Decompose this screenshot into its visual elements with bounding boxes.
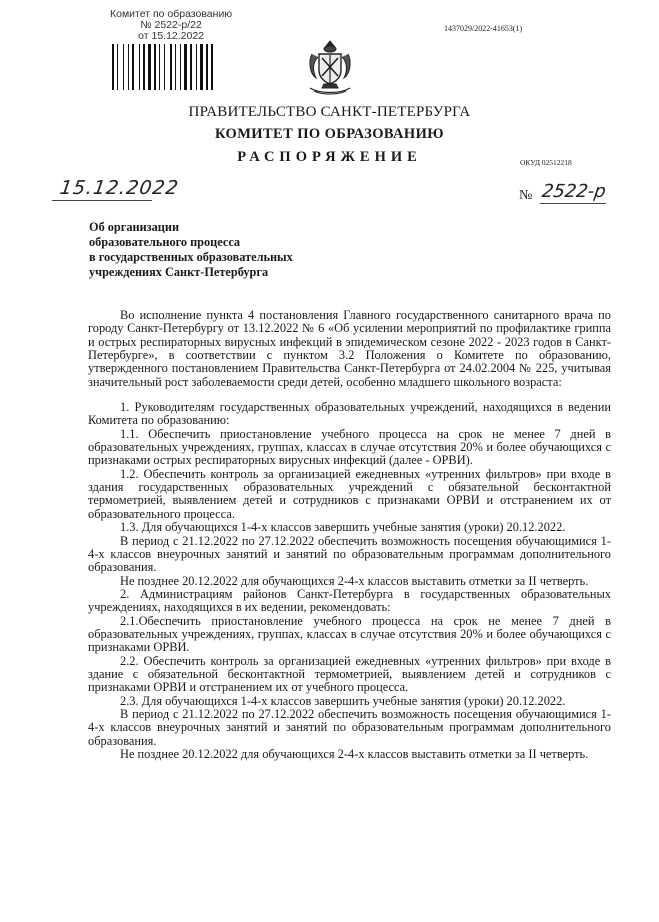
document-type-title: РАСПОРЯЖЕНИЕ [237,149,422,165]
item-1-3-period-paragraph: В период с 21.12.2022 по 27.12.2022 обеспечить возможность посещения обучающимися 1-4-х классов внеурочных занятий и занятий по образовательным программам дополнительного образования. [88,533,611,575]
stamp-line-1: Комитет по образованию [110,8,233,20]
item-2-paragraph: 2. Администрациям районов Санкт-Петербурга в государственных образовательных учреждениях, находящихся в их ведении, рекомендовать: [88,586,611,615]
subject-line: Об организации [89,220,180,234]
item-2-3-paragraph: 2.3. Для обучающихся 1-4-х классов завершить учебные занятия (уроки) 20.12.2022. [120,693,566,708]
item-2-2-paragraph: 2.2. Обеспечить контроль за организацией ежедневных «утренних фильтров» при входе в здание с обязательной бесконтактной термометрией, выявлением детей и сотрудников с признаками ОРВИ и отстранением их от учебного процесса. [88,653,611,695]
barcode-image [110,44,218,90]
item-1-2-paragraph: 1.2. Обеспечить контроль за организацией ежедневных «утренних фильтров» при входе в здания государственных образовательных учреждений с обязательной бесконтактной термометрией, выявлением детей и сотрудников с признаками ОРВИ и отстранением их от образовательного процесса. [88,466,611,521]
coat-of-arms-emblem [304,40,356,96]
item-2-3-grades-paragraph: Не позднее 20.12.2022 для обучающихся 2-4-х классов выставить отметки за II четверть. [120,747,589,761]
item-1-1-paragraph: 1.1. Обеспечить приостановление учебного процесса на срок не менее 7 дней в образовательных учреждениях, группах, классах в случае отсутствия 20% и более обучающихся с признаками острых респираторных вирусных инфекций (далее - ОРВИ). [88,426,611,468]
subject-line: в государственных образовательных [89,250,293,264]
number-label: № [519,188,533,203]
item-1-paragraph: 1. Руководителям государственных образовательных учреждений, находящихся в ведении Комитета по образованию: [88,400,611,428]
subject-line: учреждениях Санкт-Петербурга [89,265,269,279]
item-1-3-grades-paragraph: Не позднее 20.12.2022 для обучающихся 2-4-х классов выставить отметки за II четверть. [120,573,589,588]
date-underline [52,200,152,201]
okud-code: ОКУД 02512218 [520,158,572,167]
subject-line: образовательного процесса [89,235,241,249]
registration-stamp [110,9,232,42]
document-body [88,309,611,761]
handwritten-date: 15.12.2022 [58,177,181,199]
registration-number: 1437029/2022-41653(1) [444,24,523,33]
item-1-3-paragraph: 1.3. Для обучающихся 1-4-х классов завершить учебные занятия (уроки) 20.12.2022. [120,520,566,535]
government-title: ПРАВИТЕЛЬСТВО САНКТ-ПЕТЕРБУРГА [188,104,471,120]
document-subject [89,220,293,280]
preamble-paragraph: Во исполнение пункта 4 постановления Главного государственного санитарного врача по городу Санкт-Петербургу от 13.12.2022 № 6 «Об усилении мероприятий по профилактике гриппа и острых респираторных вирусных инфекций в эпидемическом сезоне 2022 - 2023 годов в Санкт-Петербурге», в соответствии с пунктом 3.2 Положения о Комитете по образованию, утвержденного постановлением Правительства Санкт-Петербурга от 24.02.2004 № 225, учитывая значительный рост заболеваемости среди детей, особенно младшего школьного возраста: [88,308,611,389]
handwritten-number: 2522-р [540,181,608,202]
committee-title: КОМИТЕТ ПО ОБРАЗОВАНИЮ [214,126,445,142]
number-underline [540,203,606,204]
stamp-line-3: от 15.12.2022 [138,30,205,42]
stamp-line-2: № 2522-р/22 [140,19,202,31]
item-2-3-period-paragraph: В период с 21.12.2022 по 27.12.2022 обеспечить возможность посещения обучающимися 1-4-х классов внеурочных занятий и занятий по образовательным программам дополнительного образования. [88,706,611,748]
item-2-1-paragraph: 2.1.Обеспечить приостановление учебного процесса на срок не менее 7 дней в образовательных учреждениях, группах, классах в случае отсутствия 20% и более обучающихся с признаками ОРВИ. [88,613,611,655]
